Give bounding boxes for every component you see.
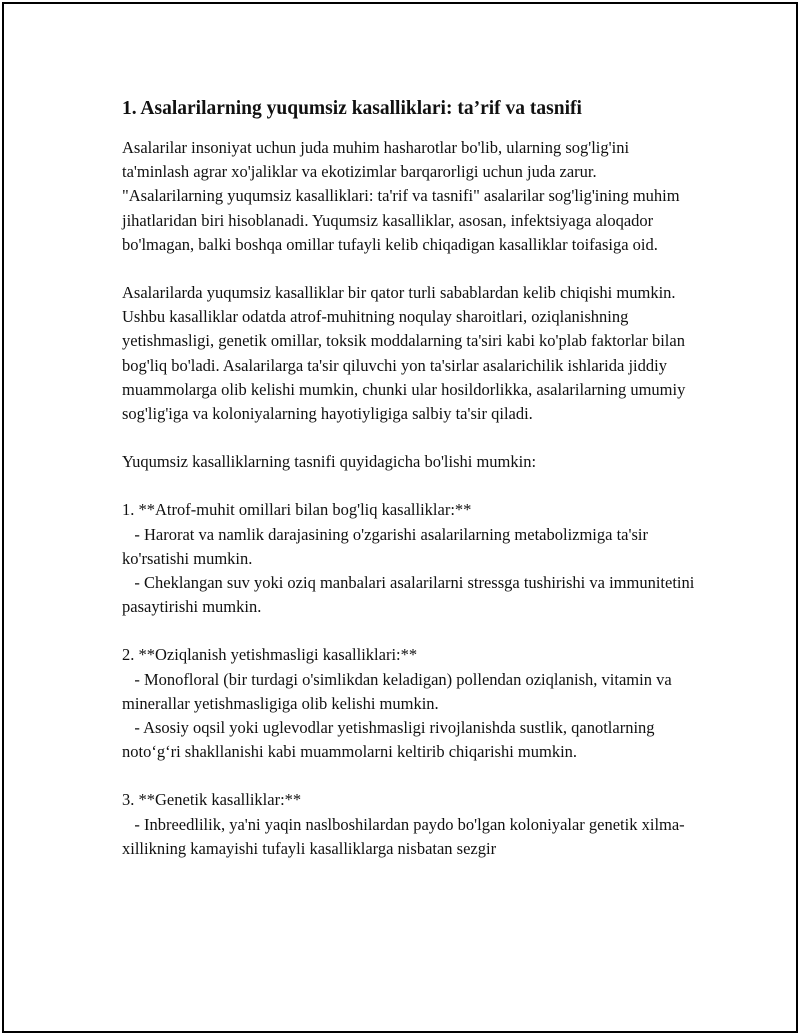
intro-paragraph: Asalarilar insoniyat uchun juda muhim hasharotlar bo'lib, ularning sog'lig'ini ta'minlash agrar xo'jaliklar va ekotizimlar barqarorligi uchun juda zarur. "Asalarilarning yuqumsiz kasalliklari: ta'rif va tasnifi" asalarilar sog'lig'ining muhim jihatlaridan biri hisoblanadi. Yuqumsiz kasalliklar, asosan, infektsiyaga aloqador bo'lmagan, balki boshqa omillar tufayli kelib chiqadigan kasalliklar toifasiga oid. (122, 138, 680, 254)
document-title: 1. Asalarilarning yuqumsiz kasalliklari: ta’rif va tasnifi (122, 98, 582, 119)
list-item-genetic: 3. **Genetik kasalliklar:** - Inbreedlilik, ya'ni yaqin naslboshilardan paydo bo'lgan koloniyalar genetik xilma-xillikning kamayishi tufayli kasalliklarga nisbatan sezgir (122, 790, 685, 858)
page (2, 2, 798, 1033)
document-body (122, 96, 697, 885)
list-item-environmental: 1. **Atrof-muhit omillari bilan bog'liq kasalliklar:** - Harorat va namlik darajasining o'zgarishi asalarilarning metabolizmiga ta'sir ko'rsatishi mumkin. - Cheklangan suv yoki oziq manbalari asalarilarni stressga tushirishi va immunitetini pasaytirishi mumkin. (122, 500, 695, 617)
list-item-nutrition: 2. **Oziqlanish yetishmasligi kasalliklari:** - Monofloral (bir turdagi o'simlikdan keladigan) pollendan oziqlanish, vitamin va minerallar yetishmasligiga olib kelishi mumkin. - Asosiy oqsil yoki uglevodlar yetishmasligi rivojlanishda sustlik, qanotlarning noto‘g‘ri shakllanishi kabi muammolarni keltirib chiqarishi mumkin. (122, 645, 672, 762)
causes-paragraph: Asalarilarda yuqumsiz kasalliklar bir qator turli sabablardan kelib chiqishi mumkin. Ushbu kasalliklar odatda atrof-muhitning noqulay sharoitlari, oziqlanishning yetishmasligi, genetik omillar, toksik moddalarning ta'siri kabi ko'plab faktorlar bilan bog'liq bo'ladi. Asalarilarga ta'sir qiluvchi yon ta'sirlar asalarichilik ishlarida jiddiy muammolarga olib kelishi mumkin, chunki ular hosildorlikka, asalarilarning umumiy sog'lig'iga va koloniyalarning hayotiyligiga salbiy ta'sir qiladi. (122, 283, 686, 424)
classification-intro: Yuqumsiz kasalliklarning tasnifi quyidagicha bo'lishi mumkin: (122, 452, 537, 472)
